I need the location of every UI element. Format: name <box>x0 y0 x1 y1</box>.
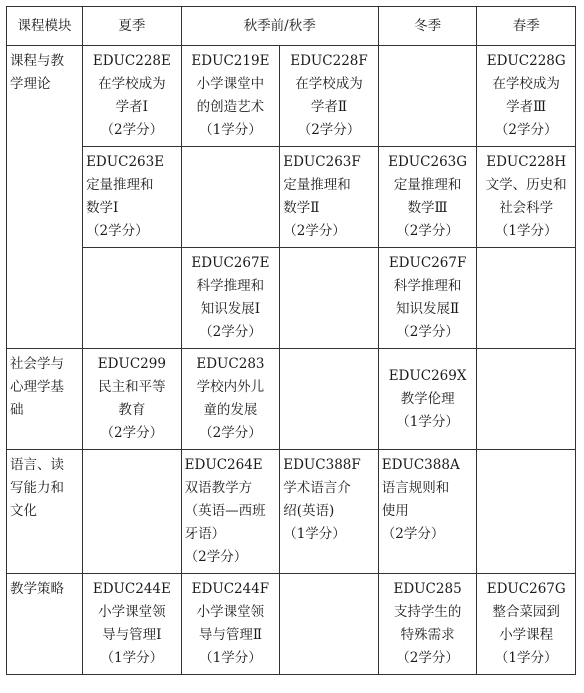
course-text: 定量推理和 <box>393 177 462 193</box>
empty-cell <box>477 450 576 574</box>
course-text: （2学分） <box>396 650 459 666</box>
course-text: 科学推理和 <box>393 278 462 294</box>
course-code: EDUC228G <box>486 53 566 69</box>
course-text: 使用 <box>381 503 409 519</box>
table-row <box>7 450 576 574</box>
course-cell <box>181 349 280 450</box>
course-cell <box>181 574 280 675</box>
course-text: 特殊需求 <box>400 627 455 643</box>
course-code: EDUC228E <box>92 53 171 69</box>
course-cell <box>477 147 576 248</box>
course-code: EDUC263G <box>388 154 468 170</box>
header-fall: 秋季前/秋季 <box>181 7 378 46</box>
table-row <box>7 248 576 349</box>
course-text: （2学分） <box>494 122 558 138</box>
course-text: 教育 <box>118 402 146 418</box>
course-text: 在学校成为 <box>98 76 166 92</box>
course-code: EDUC299 <box>97 356 166 372</box>
course-text: 在学校成为 <box>295 76 363 92</box>
course-text: 整合菜园到 <box>492 604 560 620</box>
empty-cell <box>83 450 182 574</box>
course-code: EDUC267E <box>191 255 270 271</box>
course-cell <box>378 147 477 248</box>
course-text: 学者Ⅰ <box>115 99 149 115</box>
course-cell <box>280 450 379 574</box>
course-text: 定量推理和 <box>86 177 154 193</box>
course-text: （2学分） <box>396 223 459 239</box>
course-code: EDUC263F <box>283 154 361 170</box>
module-name <box>7 450 83 574</box>
empty-cell <box>181 147 280 248</box>
course-text: 文学、历史和 <box>485 177 567 193</box>
course-cell <box>181 248 280 349</box>
course-code: EDUC228F <box>290 53 368 69</box>
course-code: EDUC244F <box>191 581 270 597</box>
empty-cell <box>280 248 379 349</box>
course-code: EDUC283 <box>196 356 265 372</box>
course-text: 教学伦理 <box>400 390 455 407</box>
course-text: 数学Ⅱ <box>283 200 320 216</box>
course-cell <box>181 46 280 147</box>
module-name <box>7 46 83 349</box>
course-text: （1学分） <box>494 650 558 666</box>
course-cell <box>83 46 182 147</box>
course-text: 知识发展Ⅰ <box>200 301 261 317</box>
course-text: 小学课堂中 <box>196 76 265 92</box>
course-text: 小学课堂领 <box>98 604 166 620</box>
course-code: EDUC388F <box>283 457 361 473</box>
table-row <box>7 46 576 147</box>
course-text: （1学分） <box>283 526 346 542</box>
course-cell <box>477 574 576 675</box>
course-text: 双语教学方 <box>184 480 253 496</box>
course-text: （1学分） <box>396 413 459 430</box>
course-cell <box>477 46 576 147</box>
course-text: （2学分） <box>100 425 164 441</box>
course-cell <box>83 349 182 450</box>
course-text: （2学分） <box>199 425 262 441</box>
course-text: 学校内外儿 <box>196 379 265 395</box>
course-text: （2学分） <box>297 122 361 138</box>
course-text: 童的发展 <box>203 402 258 418</box>
table-row <box>7 147 576 248</box>
course-code: EDUC285 <box>393 581 462 597</box>
course-text: 学者Ⅱ <box>310 99 348 115</box>
empty-cell <box>477 349 576 450</box>
course-text: 在学校成为 <box>492 76 560 92</box>
course-text: （2学分） <box>199 324 262 340</box>
course-text: 语言规则和 <box>381 480 450 496</box>
course-code: EDUC267F <box>388 255 467 271</box>
course-cell <box>181 450 280 574</box>
module-label: 社会学与心理学基础 <box>10 356 64 418</box>
course-text: 学术语言介 <box>283 480 351 496</box>
course-cell <box>280 147 379 248</box>
course-text: （英语—西班 <box>184 503 266 519</box>
course-text: （2学分） <box>381 526 445 542</box>
course-text: 数学Ⅲ <box>407 200 448 216</box>
course-code: EDUC264E <box>184 457 263 473</box>
header-summer: 夏季 <box>83 7 182 46</box>
header-spring: 春季 <box>477 7 576 46</box>
course-text: 导与管理Ⅱ <box>198 627 263 643</box>
course-text: 定量推理和 <box>283 177 351 193</box>
module-label: 语言、读写能力和文化 <box>10 457 64 519</box>
header-module: 课程模块 <box>7 7 83 46</box>
empty-cell <box>280 574 379 675</box>
table-row <box>7 574 576 675</box>
course-text: （2学分） <box>184 549 248 565</box>
empty-cell <box>378 46 477 147</box>
course-code: EDUC267G <box>486 581 566 597</box>
course-cell <box>378 450 477 574</box>
header-row <box>7 7 576 46</box>
course-code: EDUC244E <box>92 581 171 597</box>
course-text: （1学分） <box>199 650 262 666</box>
empty-cell <box>83 248 182 349</box>
course-text: 学者Ⅲ <box>506 99 547 115</box>
course-code: EDUC269X <box>388 367 467 384</box>
course-text: 知识发展Ⅱ <box>395 301 460 317</box>
table-row <box>7 349 576 450</box>
course-text: （1学分） <box>199 122 262 138</box>
course-code: EDUC388A <box>381 457 460 473</box>
course-cell <box>378 574 477 675</box>
course-table <box>6 6 576 675</box>
empty-cell <box>280 349 379 450</box>
course-text: （1学分） <box>100 650 164 666</box>
course-cell <box>280 46 379 147</box>
empty-cell <box>477 248 576 349</box>
course-text: 的创造艺术 <box>196 99 265 115</box>
module-name <box>7 349 83 450</box>
course-text: （2学分） <box>86 223 149 239</box>
course-text: （1学分） <box>494 223 558 239</box>
header-winter: 冬季 <box>378 7 477 46</box>
course-code: EDUC219E <box>191 53 270 69</box>
course-text: （2学分） <box>100 122 164 138</box>
course-text: 导与管理Ⅰ <box>102 627 162 643</box>
course-cell <box>378 349 477 450</box>
course-text: 数学Ⅰ <box>86 200 119 216</box>
course-text: （2学分） <box>396 324 459 340</box>
course-cell <box>83 147 182 248</box>
course-text: 社会科学 <box>499 200 554 216</box>
course-code: EDUC228H <box>486 154 567 170</box>
course-text: 牙语） <box>184 526 226 542</box>
course-text: 民主和平等 <box>98 379 166 395</box>
module-label: 教学策略 <box>10 581 64 597</box>
course-text: 支持学生的 <box>393 604 462 620</box>
course-cell <box>378 248 477 349</box>
module-name <box>7 574 83 675</box>
course-code: EDUC263E <box>86 154 165 170</box>
course-text: 科学推理和 <box>196 278 265 294</box>
course-cell <box>83 574 182 675</box>
course-text: （2学分） <box>283 223 346 239</box>
course-text: 小学课堂领 <box>196 604 265 620</box>
module-label: 课程与教学理论 <box>10 53 64 92</box>
course-text: 绍(英语) <box>283 503 335 519</box>
course-text: 小学课程 <box>499 627 554 643</box>
